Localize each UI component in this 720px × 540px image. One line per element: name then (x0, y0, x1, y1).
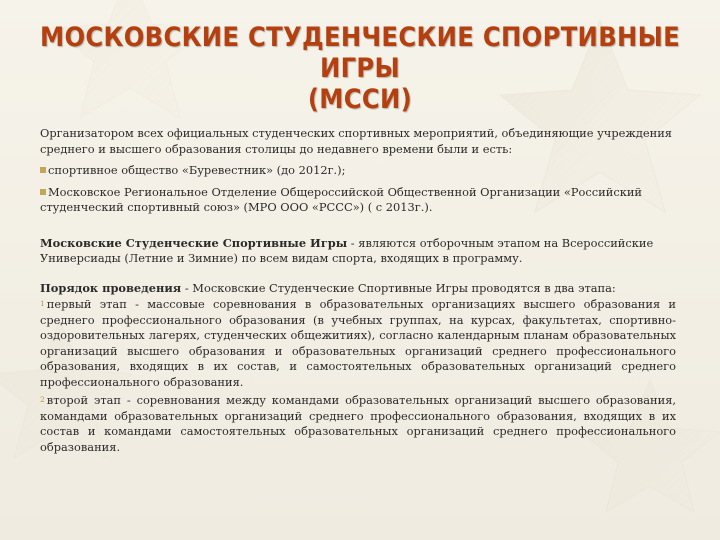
stage-number-2: 2 (40, 395, 45, 404)
games-paragraph (40, 236, 676, 267)
bullet-text-2: Московское Региональное Отделение Общероссийской Общественной Организации «Российский студенческий спортивный союз» (МРО ООО «РССС») ( с 2013г.). (40, 184, 643, 214)
bullet-text-1: спортивное общество «Буревестник» (до 2012г.); (48, 163, 346, 177)
title-line-1: МОСКОВСКИЕ СТУДЕНЧЕСКИЕ СПОРТИВНЫЕ (40, 22, 680, 53)
stages-list (40, 296, 676, 455)
stage-text-1: первый этап - массовые соревнования в образовательных организациях высшего образования и среднего профессионального образования (в учебных группах, на курсах, факультетах, спортивно-оздоровительных лагерях, студенческих общежитиях), согласно календарным планам образовательных организаций высшего образования и образовательных организаций среднего профессионального образования, входящих в их состав, и самостоятельных образовательных организаций среднего профессионального образования. (40, 297, 676, 389)
games-text: - являются отборочным этапом на Всероссийские Универсиады (Летние и Зимние) по всем видам спорта, входящих в программу. (40, 235, 654, 265)
bullet-item-1 (40, 163, 676, 179)
stage-item-1 (40, 296, 676, 390)
intro-paragraph: Организатором всех официальных студенческих спортивных мероприятий, объединяющие учреждения среднего и высшего образования столицы до недавнего времени были и есть: (40, 126, 672, 156)
title-line-2: ИГРЫ (320, 53, 400, 84)
stage-item-2 (40, 392, 676, 455)
slide-content (40, 126, 676, 457)
page-title (40, 22, 680, 115)
bullet-square-icon (40, 189, 46, 195)
games-term: Московские Студенческие Спортивные Игры (40, 235, 348, 250)
stage-number-1: 1 (40, 299, 45, 308)
bullet-square-icon (40, 167, 46, 173)
bullet-item-2 (40, 185, 676, 216)
stage-text-2: второй этап - соревнования между командами образовательных организаций высшего образования, командами образовательных организаций среднего профессионального образования, входящих в их состав и командами самостоятельных образовательных организаций среднего профессионального образования. (40, 393, 676, 454)
procedure-text: - Московские Студенческие Спортивные Игры проводятся в два этапа: (181, 280, 616, 295)
procedure-term: Порядок проведения (40, 280, 182, 295)
procedure-paragraph (40, 281, 676, 297)
title-line-3: (МССИ) (307, 84, 413, 115)
